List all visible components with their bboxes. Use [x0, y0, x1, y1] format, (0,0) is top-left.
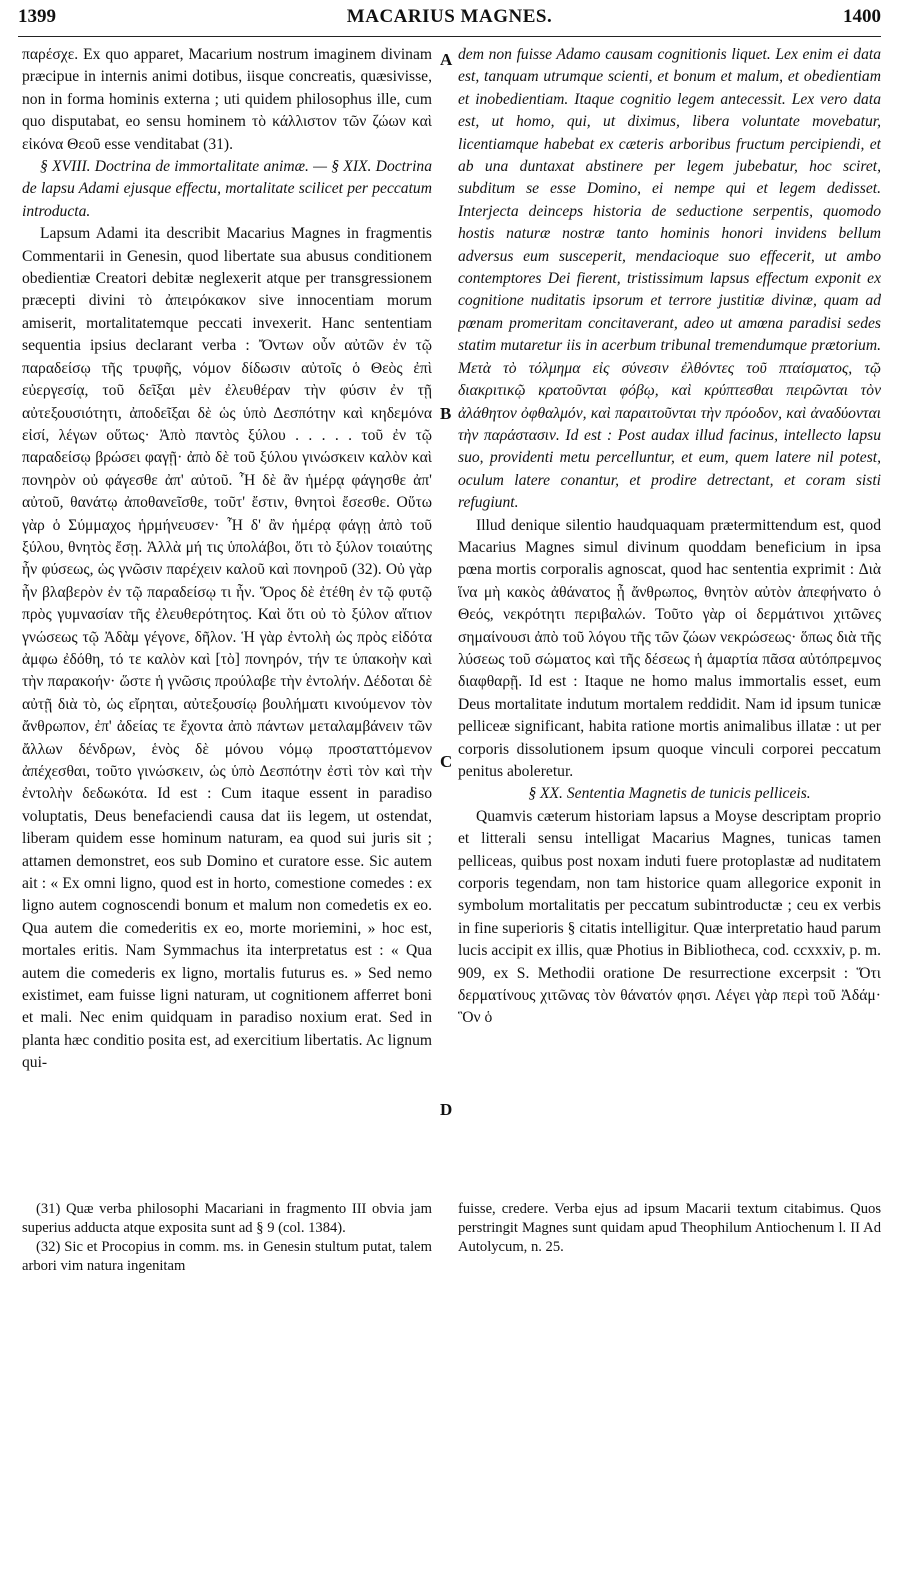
- left-paragraph-2: Lapsum Adami ita describit Macarius Magnes in fragmentis Commentarii in Genesin, quod libertate sua abusus conditionem obedientiæ Creatori debitæ neglexerit atque per transgressionem præcepti divini τὸ ἀπειρόκακον sive innocentiam morum amiserit, mortalitatemque peccati invexerit. Hanc sententiam sequentia ipsius declarant verba : Ὄντων οὖν αὐτῶν ἐν τῷ παραδείσῳ τῆς τρυφῆς, νόμον δίδωσιν αὐτοῖς ὁ Θεὸς ἐπὶ εὐεργεσίᾳ, τοῦ δεῖξαι μὲν ἐλευθέραν τὴν φύσιν ἐν τῇ αὐτεξουσιότητι, ἀποδεῖξαι δὲ ὡς ὑπὸ Δεσπότην καὶ κηδεμόνα εἰσί, λέγων οὕτως· Ἀπὸ παντὸς ξύλου . . . . . τοῦ ἐν τῷ παραδείσῳ βρώσει φαγῇ· ἀπὸ δὲ τοῦ ξύλου γινώσκειν καλὸν καὶ πονηρὸν οὐ φάγεσθε ἀπ' αὐτοῦ. Ἧ δὲ ἂν ἡμέρᾳ φάγησθε ἀπ' αὐτοῦ, θανάτῳ ἀποθανεῖσθε, τοῦτ' ἔστιν, θνητοὶ ἔσεσθε. Οὕτω γὰρ ὁ Σύμμαχος ἡρμήνευσεν· Ἧ δ' ἂν ἡμέρᾳ φάγῃ ἀπὸ τοῦ ξύλου, θνητὸς ἔσῃ. Ἀλλὰ μή τις ὑπολάβοι, ὅτι τὸ ξύλον τοιαύτης ἦν φύσεως, ὡς γνῶσιν παρέχειν καλοῦ καὶ πονηροῦ (32). Οὐ γὰρ ἦν βλαβερὸν ἐν τῷ παραδείσῳ τι ἦν. Ὅρος δὲ ἐτέθη ἐν τῷ φυτῷ πρὸς γυμνασίαν τῆς ἐλευθερότητος. Καὶ ὅτι οὐ τὸ ξύλον αἴτιον γνώσεως τῷ Ἀδὰμ γέγονε, δῆλον. Ἡ γὰρ ἐντολὴ ὡς πρὸς εἰδότα ἀμφω ἐδόθη, τό τε καλὸν καὶ [τὸ] πονηρόν, τήν τε ὑπακοὴν καὶ τὴν παρακοήν· ὥστε ἡ γνῶσις προύλαβε τὴν ἐντολήν. Δέδοται δὲ αὐτῇ διὰ τὸ, ὡς εἴρηται, αὐτεξουσίῳ βουλήματι κινούμενον τὸν ἄνθρωπον, ἐπ' ἀδείας τε ἔχοντα ἀπὸ πάντων μεταλαμβάνειν τῶν ἄλλων δένδρων, ἑνὸς δὲ μόνου νόμῳ προσταττόμενον ἀπέχεσθαι, τοῦτο γινώσκειν, ὡς ὑπὸ Δεσπότην ἐστὶ τὸν καὶ τὴν ἐντολὴν δεδωκότα. Id est : Cum itaque essent in paradiso voluptatis, Deus benefaciendi causa dat iis legem, ut ostendat, liberam quidem esse hominum naturam, ea quod sui juris sit ; attamen demonstret, eos sub Domino et curatore esse. Sic autem ait : « Ex omni ligno, quod est in horto, comestione comedes : ex ligno autem cognoscendi bonum et malum non comedetis ex eo. Qua autem die comederitis ex eo, morte moriemini, » hoc est, mortales eritis. Nam Symmachus ita interpretatus est : « Qua autem die comederis ex ligno, mortalis futurus es. » Sed nemo existimet, eam fuisse ligni naturam, ut cognitionem afferret boni et mali. Nec enim quidquam in paradiso noxium erat. Sed in planta hæc conditio posita est, ad exercitium libertatis. Ac lignum qui-: [22, 225, 432, 1072]
- left-page-number: 1399: [18, 6, 56, 27]
- footnote-31: (31) Quæ verba philosophi Macariani in fragmento III obvia jam superius adducta atque exposita sunt ad § 9 (col. 1384).: [22, 1201, 432, 1236]
- right-page-number: 1400: [843, 6, 881, 27]
- page-header: [18, 6, 881, 36]
- footnote-32: (32) Sic et Procopius in comm. ms. in Genesin stultum putat, talem arbori vim natura ingenitam: [22, 1239, 432, 1274]
- header-rule: [18, 36, 881, 37]
- margin-marker-a: A: [440, 50, 453, 69]
- margin-marker-b: B: [440, 404, 452, 423]
- section-heading-xviii: § XVIII. Doctrina de immortalitate animæ. — § XIX. Doctrina de lapsu Adami ejusque effectu, mortalitate scilicet per peccatum introducta.: [22, 158, 432, 220]
- right-paragraph-3: Quamvis cæterum historiam lapsus a Moyse descriptam proprio et litterali sensu intelligat Macarius Magnes, tunicas tamen pelliceas, quibus post noxam induti fuere protoplastæ ad nuditatem corporis tegendam, non tam historice quam allegorice exponit in symbolum mortalitatis per peccatum subintroductæ ; ceu ex verbis in fine superioris § citatis intelligitur. Quæ interpretatio haud parum lucis accipit ex illis, quæ Photius in Bibliotheca, cod. ccxxxiv, p. m. 909, ex S. Methodii oratione De resurrectione excerpsit : Ὅτι δερματίνους χιτῶνας τὸν θάνατόν φησι. Λέγει γὰρ περὶ τοῦ Ἀδάμ· Ὃν ὁ: [458, 807, 881, 1027]
- right-paragraph-1: dem non fuisse Adamo causam cognitionis liquet. Lex enim ei data est, tanquam utrumque scienti, et bonum et malum, et obedientiam et inobedientiam. Itaque cognitio legem antecessit. Lex vero data est, ut homo, qui, ut diximus, libera voluntate movebatur, licentiamque habebat ex cæteris arboribus fructum percipiendi, et ab una duntaxat abstinere per legem jubebatur, hoc sciret, subditum se esse Domino, ei nempe qui et legem dedisset. Interjecta deinceps historia de seductione serpentis, quomodo hostis naturæ nostræ tanto hominis honori invidens bellum adversus eum susceperit, mendacioque suo effecerit, ut ambo contemptores Dei fierent, tristissimum lapsus effectum exponit ex cognitione nuditatis ipsorum et terrore justitiæ divinæ, quam ad pœnam promeritam concitaverant, adeo ut amœna paradisi sedes statim mutaretur iis in acerbum tribunal tremendumque prætorium. Μετὰ τὸ τόλμημα εἰς σύνεσιν ἐλθόντες τοῦ πταίσματος, τῷ διακριτικῷ κρατοῦνται φόβῳ, καὶ κρύπτεσθαι πειρῶνται τὸν ἀλάθητον ὀφθαλμόν, καὶ παραιτοῦνται τὴν πρόοδον, καὶ ἀναδύονται τὴν παράστασιν. Id est : Post audax illud facinus, intellecto lapsu suo, providenti metu percelluntur, et eum, quem latere nil potest, oculum latere conantur, et prodire detrectant, et coram sisti refugiunt.: [458, 46, 881, 512]
- right-paragraph-2: Illud denique silentio haudquaquam prætermittendum est, quod Macarius Magnes simul divinum quoddam beneficium in ipsa pœna mortis corporalis agnoscat, quod hac sententia exprimit : Διὰ ἵνα μὴ κακὸς ἀθάνατος ᾖ ἄνθρωπος, θνητὸν αὐτὸν ἀπεφήνατο ὁ Θεός, νεκρότητι περιβαλών. Τοῦτο γὰρ οἱ δερμάτινοι χιτῶνες σημαίνουσι ἀπὸ τοῦ λόγου τῆς τῶν ζώων νεκρώσεως· ὅπως διὰ τῆς λύσεως τοῦ σώματος καὶ τῆς δέσεως ἡ ἁμαρτία πᾶσα αὐτόπρεμνος διαφθαρῇ. Id est : Itaque ne homo malus immortalis esset, eum Deus mortalitate indutum mortalem reddidit. Nam id ipsum tunicæ pelliceæ significant, habita ratione mortis animalibus illatæ : ut per corporis dissolutionem ipsum quoque vinculi corporei peccatum penitus aboleretur.: [458, 516, 881, 780]
- section-heading-xx: § XX. Sententia Magnetis de tunicis pelliceis.: [528, 785, 811, 803]
- footnotes-left: [22, 1200, 432, 1276]
- left-column: [22, 44, 432, 1196]
- running-title: MACARIUS MAGNES.: [346, 6, 553, 27]
- right-column: [458, 44, 881, 1196]
- left-paragraph-1: παρέσχε. Ex quo apparet, Macarium nostrum imaginem divinam præcipue in internis animi dotibus, iisque concreatis, quæsivisse, non in forma hominis externa ; uti quidem philosophus ille, cum quo disputabat, eo sensu hominem τὸ κάλλιστον τῶν ζώων καὶ εἰκόνα Θεοῦ esse venditabat (31).: [22, 46, 432, 153]
- margin-marker-d: D: [440, 1100, 453, 1119]
- footnote-32-continued: fuisse, credere. Verba ejus ad ipsum Macarii textum citabimus. Quos perstringit Magnes sunt quidam apud Theophilum Antiochenum l. II Ad Autolycum, n. 25.: [458, 1201, 881, 1255]
- margin-marker-c: C: [440, 752, 453, 771]
- footnotes-right: [458, 1200, 881, 1257]
